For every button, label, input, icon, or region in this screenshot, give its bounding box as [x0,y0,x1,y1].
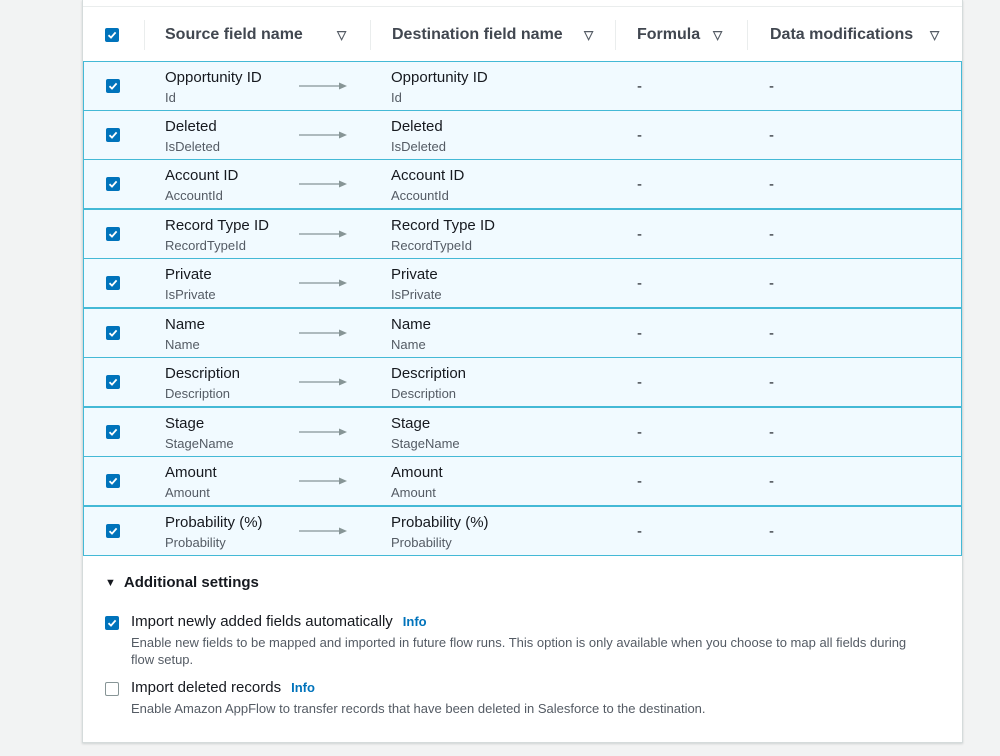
check-icon [108,476,118,486]
data-modifications-value: - [769,473,774,490]
additional-settings-title: Additional settings [123,574,259,591]
field-mapping-panel [82,0,963,743]
row-checkbox[interactable] [106,128,120,142]
table-row[interactable] [83,407,962,457]
row-checkbox[interactable] [106,425,120,439]
option-label-row [131,679,315,696]
column-header-label: Destination field name [392,26,563,43]
column-separator [747,20,748,50]
destination-field-api-name: AccountId [391,188,449,203]
data-modifications-value: - [769,325,774,342]
right-arrow-icon [299,377,349,387]
right-arrow-icon [299,278,349,288]
row-checkbox[interactable] [106,375,120,389]
import-new-fields-checkbox[interactable] [105,616,119,630]
source-field-label: Account ID [165,167,239,184]
source-field-label: Record Type ID [165,217,269,234]
right-arrow-icon [299,229,349,239]
source-field-api-name: Amount [165,485,210,500]
column-header-label: Formula [637,26,701,43]
data-modifications-value: - [769,374,774,391]
source-field-label: Stage [165,415,205,432]
destination-field-label: Name [391,316,432,333]
table-row[interactable] [83,258,962,308]
caret-down-icon: ▼ [105,576,116,589]
row-checkbox[interactable] [106,177,120,191]
source-field-label: Opportunity ID [165,69,262,86]
formula-value: - [637,325,642,342]
right-arrow-icon [299,427,349,437]
formula-value: - [637,176,642,193]
right-arrow-icon [299,526,349,536]
option-description: Enable Amazon AppFlow to transfer records that have been deleted in Salesforce to the destination. [131,701,706,716]
check-icon [108,81,118,91]
destination-field-api-name: Probability [391,535,452,550]
column-header-formula[interactable] [637,12,737,58]
source-field-api-name: RecordTypeId [165,238,246,253]
table-header [83,12,962,58]
sort-triangle-icon[interactable]: ▽ [930,28,940,42]
destination-field-api-name: IsPrivate [391,287,442,302]
import-deleted-records-checkbox[interactable] [105,682,119,696]
source-field-label: Description [165,365,241,382]
row-checkbox[interactable] [106,227,120,241]
check-icon [108,278,118,288]
column-separator [615,20,616,50]
check-icon [108,377,118,387]
formula-value: - [637,374,642,391]
source-field-api-name: StageName [165,436,234,451]
check-icon [108,526,118,536]
destination-field-label: Description [391,365,467,382]
formula-value: - [637,424,642,441]
check-icon [108,130,118,140]
data-modifications-value: - [769,523,774,540]
import-new-fields-label[interactable]: Import newly added fields automatically [131,613,393,630]
row-checkbox[interactable] [106,474,120,488]
row-checkbox[interactable] [106,326,120,340]
check-icon [108,328,118,338]
data-modifications-value: - [769,424,774,441]
select-all-checkbox[interactable] [105,28,119,42]
column-header-destination[interactable] [392,12,607,58]
table-row[interactable] [83,456,962,506]
source-field-api-name: IsPrivate [165,287,216,302]
destination-field-label: Private [391,266,438,283]
divider [83,6,962,7]
sort-triangle-icon[interactable]: ▽ [337,28,347,42]
formula-value: - [637,275,642,292]
formula-value: - [637,473,642,490]
column-separator [370,20,371,50]
import-deleted-records-label[interactable]: Import deleted records [131,679,282,696]
source-field-label: Deleted [165,118,217,135]
destination-field-label: Probability (%) [391,514,489,531]
table-row[interactable] [83,110,962,160]
table-row[interactable] [83,209,962,259]
formula-value: - [637,78,642,95]
sort-triangle-icon[interactable]: ▽ [713,28,723,42]
check-icon [108,427,118,437]
info-link[interactable]: Info [402,614,427,629]
right-arrow-icon [299,476,349,486]
formula-value: - [637,127,642,144]
destination-field-label: Account ID [391,167,465,184]
source-field-label: Name [165,316,206,333]
table-row[interactable] [83,506,962,556]
row-checkbox[interactable] [106,524,120,538]
right-arrow-icon [299,179,349,189]
source-field-api-name: Id [165,90,176,105]
check-icon [107,30,117,40]
table-row[interactable] [83,308,962,358]
formula-value: - [637,523,642,540]
check-icon [108,229,118,239]
check-icon [108,179,118,189]
data-modifications-value: - [769,127,774,144]
destination-field-label: Record Type ID [391,217,495,234]
source-field-api-name: Name [165,337,200,352]
data-modifications-value: - [769,78,774,95]
destination-field-api-name: Amount [391,485,436,500]
right-arrow-icon [299,81,349,91]
column-header-label: Source field name [165,26,303,43]
destination-field-api-name: Description [391,386,457,401]
source-field-label: Amount [165,464,217,481]
column-header-source[interactable] [165,12,355,58]
additional-settings-toggle[interactable] [105,574,259,591]
check-icon [107,618,117,628]
table-row[interactable] [83,357,962,407]
data-modifications-value: - [769,275,774,292]
source-field-api-name: AccountId [165,188,223,203]
option-label-row [131,613,427,630]
destination-field-api-name: Name [391,337,426,352]
info-link[interactable]: Info [291,680,315,695]
table-row[interactable] [83,61,962,111]
option-description: Enable new fields to be mapped and imported in future flow runs. This option is only available when you choose to map all fields during flow setup. [131,635,907,667]
formula-value: - [637,226,642,243]
sort-triangle-icon[interactable]: ▽ [584,28,594,42]
destination-field-api-name: Id [391,90,402,105]
select-all-cell[interactable] [105,12,119,58]
destination-field-label: Stage [391,415,431,432]
right-arrow-icon [299,328,349,338]
source-field-label: Private [165,266,212,283]
table-row[interactable] [83,159,962,209]
source-field-api-name: Description [165,386,231,401]
data-modifications-value: - [769,226,774,243]
right-arrow-icon [299,130,349,140]
source-field-api-name: IsDeleted [165,139,220,154]
source-field-api-name: Probability [165,535,226,550]
row-checkbox[interactable] [106,276,120,290]
destination-field-api-name: StageName [391,436,460,451]
column-header-label: Data modifications [770,26,914,43]
data-modifications-value: - [769,176,774,193]
destination-field-label: Deleted [391,118,443,135]
destination-field-api-name: IsDeleted [391,139,446,154]
destination-field-api-name: RecordTypeId [391,238,472,253]
column-separator [144,20,145,50]
column-header-data-modifications[interactable] [770,12,950,58]
destination-field-label: Opportunity ID [391,69,488,86]
source-field-label: Probability (%) [165,514,263,531]
destination-field-label: Amount [391,464,443,481]
row-checkbox[interactable] [106,79,120,93]
